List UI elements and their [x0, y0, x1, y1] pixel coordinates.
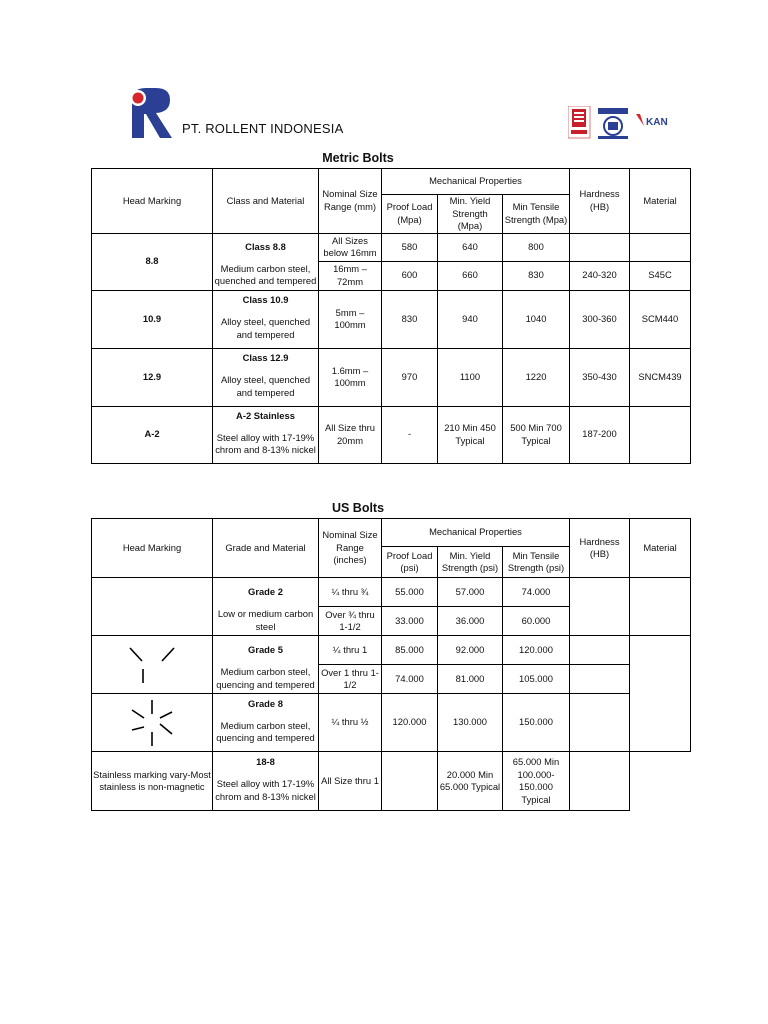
hardness-cell: 350-430 [570, 348, 630, 406]
rollent-r-logo [126, 86, 174, 140]
material-cell [630, 578, 691, 636]
yield-cell: 640 [438, 233, 503, 261]
grade-label: Grade 2 [213, 578, 319, 607]
class-description: Alloy steel, quenched and tempered [213, 310, 319, 348]
header-head-marking: Head Marking [92, 169, 213, 234]
grade-label: Grade 8 [213, 694, 319, 714]
table-row [92, 752, 691, 772]
header-material: Material [630, 519, 691, 578]
header-mechanical-properties: Mechanical Properties [382, 169, 570, 195]
header-min-yield: Min. Yield Strength (Mpa) [438, 195, 503, 234]
grade-label: Grade 5 [213, 636, 319, 665]
class-label: Class 10.9 [213, 290, 319, 310]
grade-label: 18-8 [213, 752, 319, 772]
table-row [92, 290, 691, 310]
size-cell: ¼ thru ½ [319, 694, 382, 752]
head-marking-cell [92, 578, 213, 636]
size-cell: 16mm – 72mm [319, 261, 382, 290]
tensile-cell: 1040 [503, 290, 570, 348]
class-label: Class 12.9 [213, 348, 319, 368]
material-cell: S45C [630, 261, 691, 290]
tensile-cell: 800 [503, 233, 570, 261]
kan-accreditation-icon [634, 112, 678, 128]
tensile-cell: 1220 [503, 348, 570, 406]
size-cell: Over ¾ thru 1-1/2 [319, 607, 382, 636]
header-proof-load: Proof Load (Mpa) [382, 195, 438, 234]
proof-load-cell: 33.000 [382, 607, 438, 636]
proof-load-cell: 970 [382, 348, 438, 406]
metric-title: Metric Bolts [322, 151, 394, 165]
head-marking-cell: A-2 [92, 406, 213, 463]
hardness-cell: 240-320 [570, 261, 630, 290]
yield-cell: 20.000 Min 65.000 Typical [438, 752, 503, 811]
hardness-cell [570, 578, 630, 636]
header-nominal-size: Nominal Size Range (mm) [319, 169, 382, 234]
head-marking-cell: 12.9 [92, 348, 213, 406]
size-cell: Over 1 thru 1-1/2 [319, 665, 382, 694]
table-row [92, 233, 691, 261]
proof-load-cell: 120.000 [382, 694, 438, 752]
head-marking-cell [92, 694, 213, 752]
header-head-marking: Head Marking [92, 519, 213, 578]
certification-badges [568, 106, 680, 142]
metric-bolts-table [91, 168, 691, 464]
table-row [92, 636, 691, 665]
proof-load-cell: 74.000 [382, 665, 438, 694]
proof-load-cell [382, 752, 438, 811]
us-bolts-table [91, 518, 691, 811]
header-min-yield: Min. Yield Strength (psi) [438, 547, 503, 578]
tensile-cell: 60.000 [503, 607, 570, 636]
tensile-cell: 120.000 [503, 636, 570, 665]
header-min-tensile: Min Tensile Strength (psi) [503, 547, 570, 578]
header-mechanical-properties: Mechanical Properties [382, 519, 570, 547]
material-cell: SNCM439 [630, 348, 691, 406]
proof-load-cell: 85.000 [382, 636, 438, 665]
header-class-material: Class and Material [213, 169, 319, 234]
yield-cell: 130.000 [438, 694, 503, 752]
material-cell [630, 233, 691, 261]
header-hardness: Hardness (HB) [570, 169, 630, 234]
hardness-cell [570, 636, 630, 665]
class-description: Alloy steel, quenched and tempered [213, 368, 319, 406]
grade-description: Medium carbon steel, quencing and tempered [213, 714, 319, 752]
head-marking-cell: 10.9 [92, 290, 213, 348]
tensile-cell: 74.000 [503, 578, 570, 607]
yield-cell: 660 [438, 261, 503, 290]
proof-load-cell: - [382, 406, 438, 463]
table-row [92, 348, 691, 368]
size-cell: All Sizes below 16mm [319, 233, 382, 261]
iso-cert-icon [598, 108, 628, 139]
hardness-cell [570, 665, 630, 694]
table-row [92, 578, 691, 607]
grade-description: Steel alloy with 17-19% chrom and 8-13% nickel [213, 772, 319, 811]
size-cell: 5mm – 100mm [319, 290, 382, 348]
size-cell: 1.6mm – 100mm [319, 348, 382, 406]
hardness-cell [570, 694, 630, 752]
hardness-cell: 300-360 [570, 290, 630, 348]
proof-load-cell: 55.000 [382, 578, 438, 607]
svg-text:KAN: KAN [646, 117, 668, 128]
certification-badge [568, 106, 590, 138]
grade-5-three-line-mark-icon [122, 643, 182, 687]
yield-cell: 940 [438, 290, 503, 348]
class-label: Class 8.8 [213, 233, 319, 261]
head-marking-cell [92, 636, 213, 694]
size-cell: ¼ thru ¾ [319, 578, 382, 607]
size-cell: ¼ thru 1 [319, 636, 382, 665]
grade-description: Low or medium carbon steel [213, 607, 319, 636]
tensile-cell: 65.000 Min 100.000-150.000 Typical [503, 752, 570, 811]
header-grade-material: Grade and Material [213, 519, 319, 578]
yield-cell: 57.000 [438, 578, 503, 607]
size-cell: All Size thru 1 [319, 752, 382, 811]
header-nominal-size: Nominal Size Range (inches) [319, 519, 382, 578]
yield-cell: 36.000 [438, 607, 503, 636]
hardness-cell [570, 233, 630, 261]
header-material: Material [630, 169, 691, 234]
yield-cell: 1100 [438, 348, 503, 406]
hardness-cell [570, 752, 630, 811]
table-row [92, 694, 691, 714]
letterhead [0, 0, 768, 150]
header-hardness: Hardness (HB) [570, 519, 630, 578]
grade-description: Medium carbon steel, quencing and tempered [213, 665, 319, 694]
material-cell [630, 406, 691, 463]
tensile-cell: 830 [503, 261, 570, 290]
head-marking-cell: 8.8 [92, 233, 213, 290]
material-cell: SCM440 [630, 290, 691, 348]
tensile-cell: 500 Min 700 Typical [503, 406, 570, 463]
head-marking-cell: Stainless marking vary-Most stainless is non-magnetic [92, 752, 213, 811]
hardness-cell: 187-200 [570, 406, 630, 463]
us-title: US Bolts [331, 501, 385, 515]
table-row [92, 406, 691, 426]
class-description: Steel alloy with 17-19% chrom and 8-13% nickel [213, 426, 319, 463]
proof-load-cell: 580 [382, 233, 438, 261]
yield-cell: 92.000 [438, 636, 503, 665]
yield-cell: 210 Min 450 Typical [438, 406, 503, 463]
yield-cell: 81.000 [438, 665, 503, 694]
class-description: Medium carbon steel, quenched and tempered [213, 261, 319, 290]
tensile-cell: 105.000 [503, 665, 570, 694]
proof-load-cell: 600 [382, 261, 438, 290]
material-cell [630, 636, 691, 752]
grade-8-six-line-mark-icon [122, 698, 182, 748]
size-cell: All Size thru 20mm [319, 406, 382, 463]
class-label: A-2 Stainless [213, 406, 319, 426]
company-name: PT. ROLLENT INDONESIA [182, 121, 344, 136]
proof-load-cell: 830 [382, 290, 438, 348]
tensile-cell: 150.000 [503, 694, 570, 752]
header-min-tensile: Min Tensile Strength (Mpa) [503, 195, 570, 234]
header-proof-load: Proof Load (psi) [382, 547, 438, 578]
